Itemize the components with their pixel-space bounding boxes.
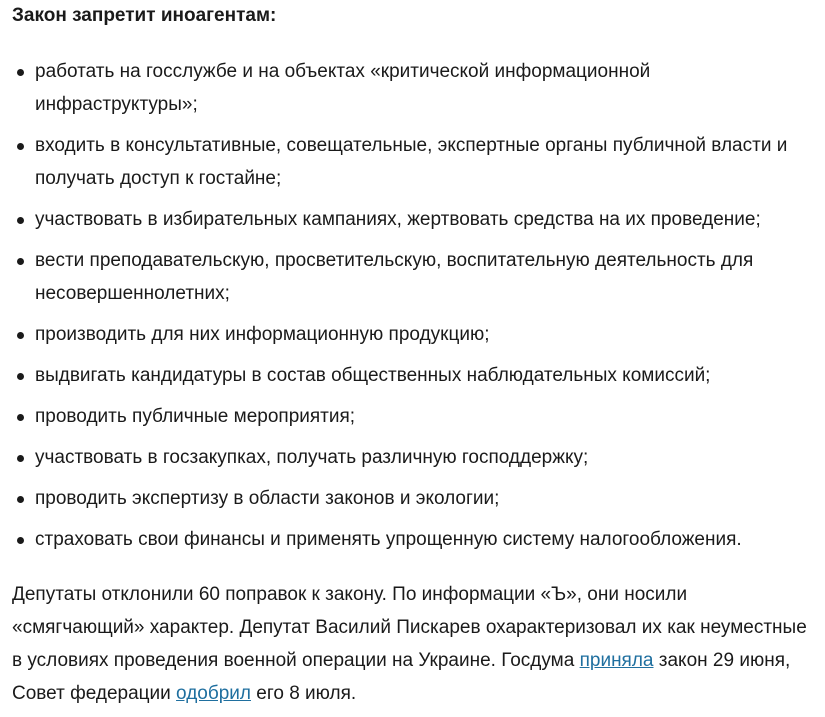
paragraph-text-3: его 8 июля. <box>251 683 357 704</box>
list-heading: Закон запретит иноагентам: <box>12 5 277 26</box>
list-item-text: вести преподавательскую, просветительскую, воспитательную деятельность для несовершеннолетних; <box>35 250 754 304</box>
list-item-text: выдвигать кандидатуры в состав общественных наблюдательных комиссий; <box>35 365 711 386</box>
paragraph-text-1: Депутаты отклонили 60 поправок к закону. По информации «Ъ», они носили «смягчающий» характер. Депутат Василий Пискарев охарактеризовал их как неуместные в условиях проведения военной операции на Украине. Госдума <box>12 584 807 671</box>
list-item-text: входить в консультативные, совещательные, экспертные органы публичной власти и получать доступ к гостайне; <box>35 135 788 189</box>
list-item-text: производить для них информационную продукцию; <box>35 324 490 345</box>
list-item <box>0 400 805 433</box>
list-item <box>0 244 805 310</box>
bullet-icon <box>17 69 24 76</box>
list-item <box>0 359 805 392</box>
bullet-icon <box>17 414 24 421</box>
bullet-icon <box>17 537 24 544</box>
list-item-text: участвовать в избирательных кампаниях, жертвовать средства на их проведение; <box>35 209 761 230</box>
approved-link[interactable]: одобрил <box>176 683 251 704</box>
article-paragraph <box>12 578 812 710</box>
list-item-text: проводить экспертизу в области законов и экологии; <box>35 488 500 509</box>
prohibitions-list <box>0 55 805 564</box>
list-item-text: участвовать в госзакупках, получать различную господдержку; <box>35 447 589 468</box>
accepted-link[interactable]: приняла <box>579 650 654 671</box>
list-item <box>0 203 805 236</box>
bullet-icon <box>17 258 24 265</box>
list-item <box>0 482 805 515</box>
list-item-text: страховать свои финансы и применять упрощенную систему налогообложения. <box>35 529 742 550</box>
list-item-text: работать на госслужбе и на объектах «критической информационной инфраструктуры»; <box>35 61 651 115</box>
bullet-icon <box>17 332 24 339</box>
list-item-text: проводить публичные мероприятия; <box>35 406 356 427</box>
bullet-icon <box>17 496 24 503</box>
bullet-icon <box>17 455 24 462</box>
paragraph-text-2: закон 29 июня, Совет федерации <box>12 650 791 704</box>
list-item <box>0 129 805 195</box>
list-item <box>0 55 805 121</box>
bullet-icon <box>17 143 24 150</box>
list-item <box>0 523 805 556</box>
list-item <box>0 318 805 351</box>
list-item <box>0 441 805 474</box>
bullet-icon <box>17 217 24 224</box>
bullet-icon <box>17 373 24 380</box>
